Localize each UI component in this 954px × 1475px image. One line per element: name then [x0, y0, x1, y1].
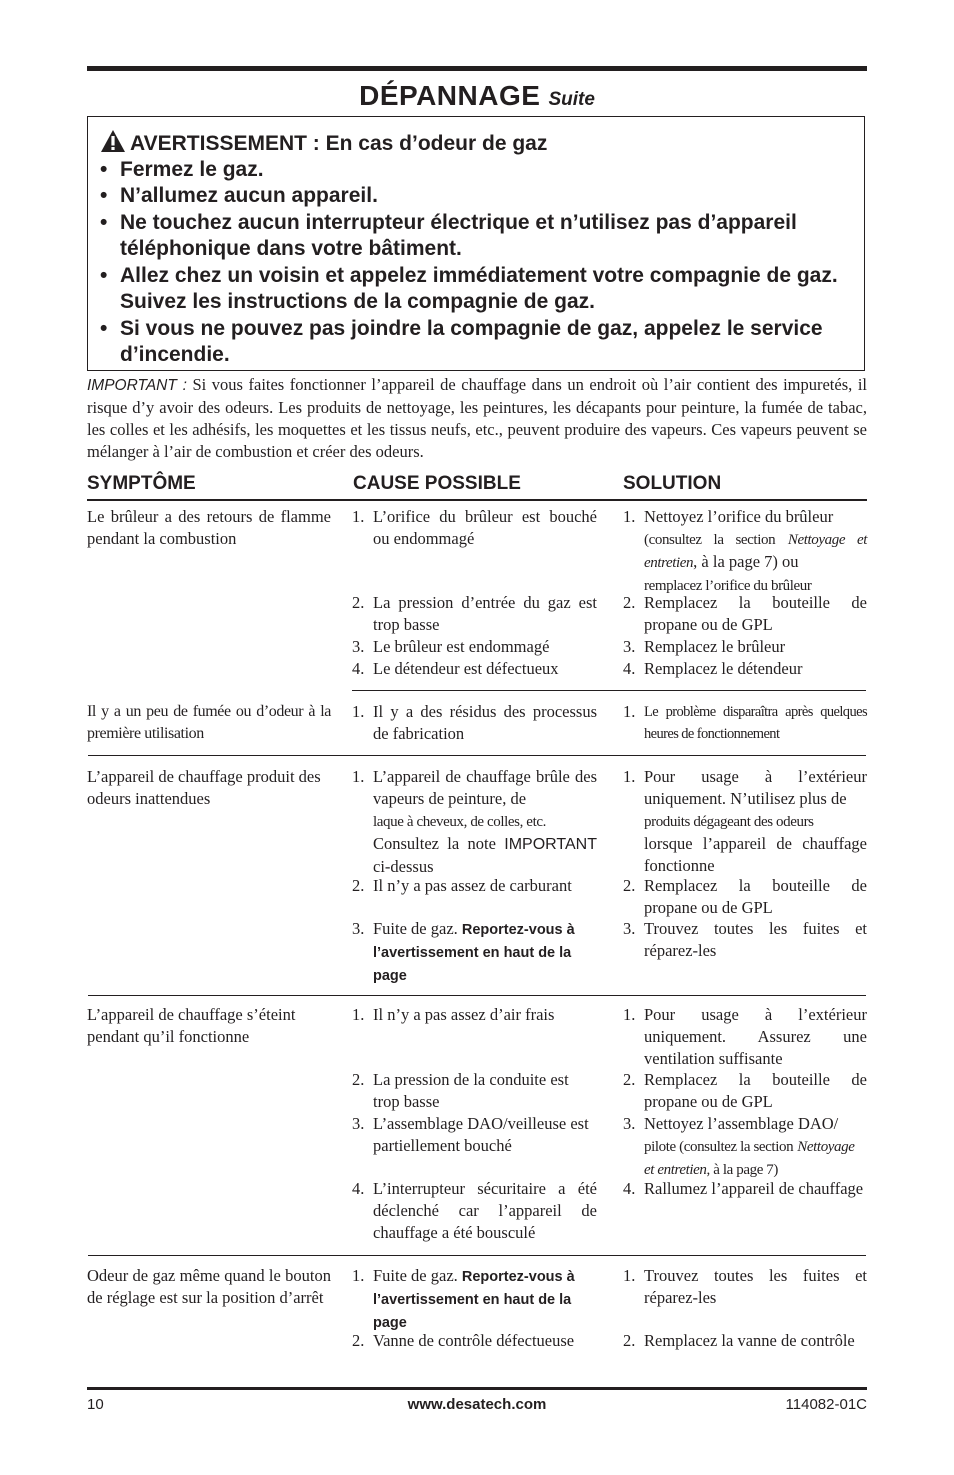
warning-item-text: Si vous ne pouvez pas joindre la compagnie de gaz, appelez le service d’incendie. — [120, 317, 823, 366]
cause-text: Il n’y a pas assez d’air frais — [373, 1005, 555, 1024]
solution-item: 1. Le problème disparaîtra après quelques heures de fonctionnement — [623, 701, 867, 745]
warning-item-text: N’allumez aucun appareil. — [120, 184, 378, 207]
header-rule — [87, 499, 867, 501]
cause-item: 4. Le détendeur est défectueux — [352, 658, 597, 680]
cause-item: 2. La pression d’entrée du gaz est trop basse — [352, 593, 597, 634]
column-header-cause: CAUSE POSSIBLE — [353, 473, 521, 494]
row-divider — [88, 755, 866, 756]
symptom-cell: Odeur de gaz même quand le bouton de réglage est sur la position d’arrêt — [87, 1266, 331, 1307]
warning-item — [100, 183, 860, 209]
warning-item-text: Allez chez un voisin et appelez immédiatement votre compagnie de gaz. Suivez les instructions de la compagnie de gaz. — [120, 264, 838, 313]
bullet: • — [100, 317, 108, 340]
warning-heading — [100, 129, 547, 157]
symptom-cell: Il y a un peu de fumée ou d’odeur à la première utilisation — [87, 703, 331, 742]
solution-item: 3. Nettoyez l’assemblage DAO/ pilote (consultez la section Nettoyage et entretien, à la page 7) — [623, 1113, 867, 1181]
page-number: 10 — [87, 1396, 104, 1413]
cause-item: 1. Il n’y a pas assez d’air frais — [352, 1004, 597, 1026]
warning-triangle-icon — [100, 129, 126, 153]
solution-text-part: Pour usage à l’extérieur uniquement. N’utilisez plus de — [644, 767, 867, 808]
important-label: IMPORTANT : — [87, 377, 187, 394]
cause-item: 2. Il n’y a pas assez de carburant — [352, 875, 597, 897]
row-divider — [352, 690, 866, 691]
warning-item — [100, 157, 860, 183]
solution-item: 2. Remplacez la bouteille de propane ou de GPL — [623, 1070, 867, 1111]
bottom-rule — [87, 1387, 867, 1390]
solution-text — [644, 1113, 867, 1181]
cause-text: Il n’y a pas assez de carburant — [373, 876, 572, 895]
solution-item: 3. Trouvez toutes les fuites et réparez-les — [623, 919, 867, 960]
cause-item: 4. L’interrupteur sécuritaire a été déclenché car l’appareil de chauffage a été bousculé — [352, 1179, 597, 1242]
top-rule — [87, 66, 867, 71]
cause-text-part: Fuite de gaz. — [373, 919, 458, 938]
row-divider — [88, 1255, 866, 1256]
bullet: • — [100, 264, 108, 287]
warning-item-text: Fermez le gaz. — [120, 158, 264, 181]
important-text: Si vous faites fonctionner l’appareil de chauffage dans un endroit où l’air contient des impuretés, il risque d’y avoir des odeurs. Les produits de nettoyage, les peintures, les décapants pour peinture, la fumée de tabac, les colles et les adhésifs, les moquettes et les tissus neufs, etc., peuvent produire des vapeurs. Ces vapeurs peuvent se mélanger à l’air de combustion et créer des odeurs. — [87, 375, 867, 461]
bullet: • — [100, 158, 108, 181]
footer-website-link[interactable]: www.desatech.com — [407, 1396, 547, 1413]
cause-text: Le détendeur est défectueux — [373, 659, 559, 678]
solution-text-part: (consultez la section — [644, 532, 776, 548]
solution-text-part: remplacez l’orifice du brûleur — [644, 578, 812, 594]
row-divider — [88, 995, 866, 996]
cause-text: Le brûleur est endommagé — [373, 637, 550, 656]
cause-text-part: L’appareil de chauffage brûle des vapeurs de peinture, de — [373, 767, 597, 808]
solution-item: 1. Nettoyez l’orifice du brûleur (consultez la section Nettoyage et entretien, à la page 7) ou remplacez l’orifice du brûleur — [623, 506, 867, 597]
bullet: • — [100, 184, 108, 207]
column-header-symptom: SYMPTÔME — [87, 473, 196, 494]
title-subtitle: Suite — [548, 89, 595, 110]
cause-item: 3. Le brûleur est endommagé — [352, 636, 597, 658]
symptom-cell: L’appareil de chauffage s’éteint pendant qu’il fonctionne — [87, 1005, 296, 1046]
bullet: • — [100, 211, 108, 234]
cause-text — [373, 1265, 597, 1334]
solution-text: Remplacez la bouteille de propane ou de GPL — [644, 593, 867, 634]
cause-text-part: Consultez la note — [373, 834, 496, 853]
solution-item: 2. Remplacez la vanne de contrôle — [623, 1330, 867, 1352]
warning-heading-text: AVERTISSEMENT : En cas d’odeur de gaz — [130, 132, 548, 155]
cause-item: 1. Fuite de gaz. Reportez-vous à l’avertissement en haut de la page — [352, 1265, 597, 1334]
solution-item: 3. Remplacez le brûleur — [623, 636, 867, 658]
cause-text: Vanne de contrôle défectueuse — [373, 1331, 575, 1350]
cause-text: Il y a des résidus des processus de fabrication — [373, 702, 597, 743]
cause-text: La pression de la conduite est trop basse — [373, 1070, 569, 1111]
solution-text — [644, 766, 867, 877]
solution-text: Pour usage à l’extérieur uniquement. Assurez une ventilation suffisante — [644, 1005, 867, 1068]
cause-text-sans: IMPORTANT — [504, 836, 597, 853]
solution-item: 1. Pour usage à l’extérieur uniquement. Assurez une ventilation suffisante — [623, 1005, 867, 1068]
solution-text: Remplacez la bouteille de propane ou de GPL — [644, 876, 867, 917]
cause-item: 2. La pression de la conduite est trop basse — [352, 1069, 597, 1113]
cause-text-part: ci-dessus — [373, 857, 434, 876]
solution-text: Trouvez toutes les fuites et réparez-les — [644, 919, 867, 960]
solution-text-italic: Nettoyage et entretien — [644, 1139, 855, 1178]
solution-text: Remplacez la bouteille de propane ou de GPL — [644, 1070, 867, 1111]
solution-text-italic: Nettoyage et entretien — [644, 532, 868, 571]
title-main: DÉPANNAGE — [359, 80, 541, 111]
solution-text: Remplacez le brûleur — [644, 637, 786, 656]
solution-text: Trouvez toutes les fuites et réparez-les — [644, 1266, 867, 1307]
solution-text: Remplacez la vanne de contrôle — [644, 1331, 855, 1350]
cause-text — [373, 918, 597, 987]
warning-item — [100, 316, 860, 368]
solution-item: 1. Trouvez toutes les fuites et réparez-les — [623, 1266, 867, 1307]
symptom-cell: Le brûleur a des retours de flamme pendant la combustion — [87, 507, 331, 548]
cause-item: 1. Il y a des résidus des processus de fabrication — [352, 702, 597, 743]
cause-text-bold: Reportez-vous à l’avertissement en haut de la page — [373, 922, 575, 984]
document-number: 114082-01C — [785, 1396, 867, 1413]
warning-box — [87, 116, 865, 371]
cause-item: 1. L’orifice du brûleur est bouché ou endommagé — [352, 507, 597, 548]
solution-text-part: pilote (consultez la section — [644, 1139, 794, 1155]
cause-text: La pression d’entrée du gaz est trop basse — [373, 593, 597, 634]
cause-item: 3. L’assemblage DAO/veilleuse est partiellement bouché — [352, 1113, 597, 1157]
solution-text-part: Nettoyez l’assemblage DAO/ — [644, 1114, 839, 1133]
solution-text-part: , à la page 7) ou — [693, 552, 799, 571]
solution-text: Rallumez l’appareil de chauffage — [644, 1179, 864, 1198]
solution-text-part: produits dégageant des odeurs — [644, 814, 814, 830]
column-header-solution: SOLUTION — [623, 473, 722, 494]
cause-item: 1. L’appareil de chauffage brûle des vapeurs de peinture, de laque à cheveux, de colles, etc. Consultez la note IMPORTANT ci-dessus — [352, 767, 597, 876]
solution-item: 4. Remplacez le détendeur — [623, 658, 867, 680]
cause-item: 2. Vanne de contrôle défectueuse — [352, 1330, 597, 1352]
solution-item: 1. Pour usage à l’extérieur uniquement. N’utilisez plus de produits dégageant des odeurs lorsque l’appareil de chauffage fonctionne — [623, 767, 867, 875]
solution-text-part: Nettoyez l’orifice du brûleur — [644, 507, 834, 526]
solution-item: 2. Remplacez la bouteille de propane ou de GPL — [623, 593, 867, 634]
cause-text: L’orifice du brûleur est bouché ou endommagé — [373, 507, 597, 548]
cause-text-bold: Reportez-vous à l’avertissement en haut de la page — [373, 1269, 575, 1331]
solution-text-part: , à la page 7) — [706, 1162, 778, 1178]
solution-text: Le problème disparaîtra après quelques heures de fonctionnement — [644, 704, 867, 742]
page-title — [0, 80, 954, 112]
cause-text: L’assemblage DAO/veilleuse est partiellement bouché — [373, 1114, 589, 1155]
cause-text: L’interrupteur sécuritaire a été déclenché car l’appareil de chauffage a été bousculé — [373, 1179, 597, 1242]
important-note — [87, 374, 867, 463]
solution-item: 4. Rallumez l’appareil de chauffage — [623, 1178, 867, 1200]
cause-text-part: laque à cheveux, de colles, etc. — [373, 814, 546, 830]
warning-item-text: Ne touchez aucun interrupteur électrique et n’utilisez pas d’appareil téléphonique dans votre bâtiment. — [120, 211, 797, 260]
solution-item: 2. Remplacez la bouteille de propane ou de GPL — [623, 876, 867, 917]
warning-item — [100, 263, 860, 315]
cause-item: 3. Fuite de gaz. Reportez-vous à l’avertissement en haut de la page — [352, 918, 597, 987]
cause-text-part: Fuite de gaz. — [373, 1266, 458, 1285]
warning-item — [100, 210, 860, 262]
solution-text — [644, 506, 867, 597]
solution-text-part: lorsque l’appareil de chauffage fonctionne — [644, 834, 867, 875]
symptom-cell: L’appareil de chauffage produit des odeurs inattendues — [87, 767, 321, 808]
solution-text: Remplacez le détendeur — [644, 659, 803, 678]
cause-text — [373, 766, 597, 878]
